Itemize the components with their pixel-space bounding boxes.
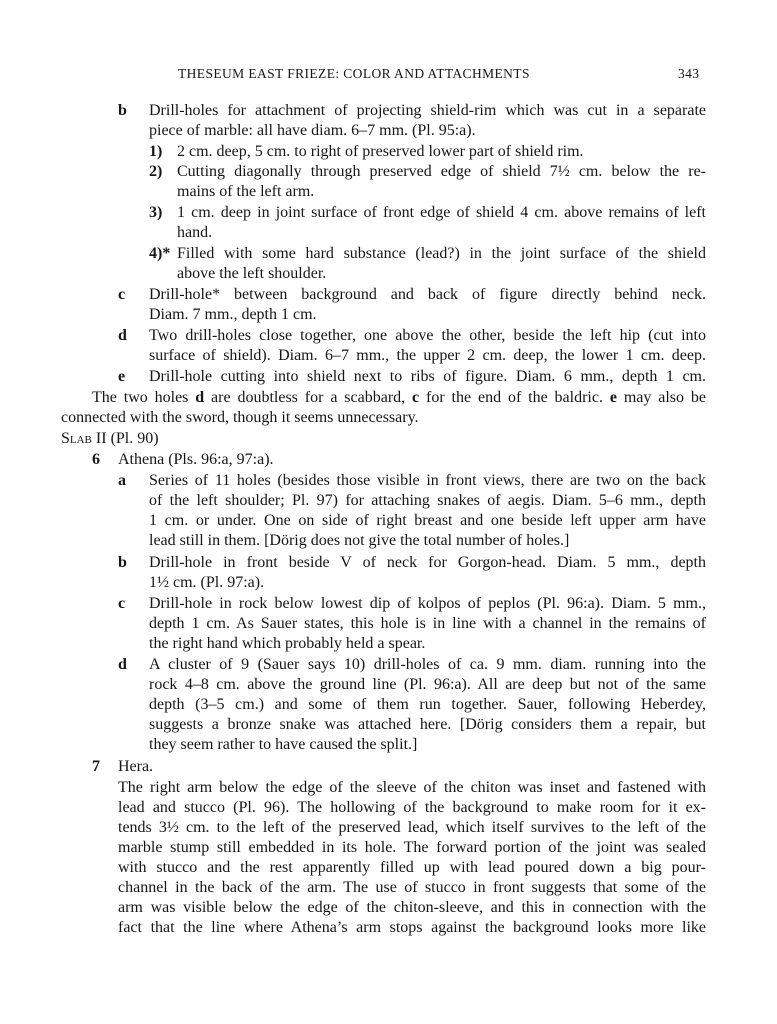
item-label: d (118, 327, 127, 344)
entry-number: 7 (92, 758, 100, 775)
text-line: Filled with some hard substance (lead?) in the joint surface of the shield (177, 245, 706, 262)
text-line: Diam. 7 mm., depth 1 cm. (149, 306, 317, 323)
item-label: b (118, 554, 127, 571)
text-line: Drill-holes for attachment of projecting shield-rim which was cut in a separate (149, 102, 706, 119)
item-label: b (118, 102, 127, 119)
text-line: fact that the line where Athena’s arm stops against the background looks more like (118, 919, 706, 936)
text-line: Drill-hole* between background and back of figure directly behind neck. (149, 286, 706, 303)
text-line: lead still in them. [Dörig does not give the total number of holes.] (149, 532, 570, 549)
subitem-label: 2) (149, 163, 163, 180)
text-line: 1½ cm. (Pl. 97:a). (149, 574, 265, 591)
text-line: the right hand which probably held a spear. (149, 635, 426, 652)
text-line: Drill-hole in front beside V of neck for Gorgon-head. Diam. 5 mm., depth (149, 554, 706, 571)
page-number: 343 (678, 66, 700, 81)
text-line: Drill-hole cutting into shield next to ribs of figure. Diam. 6 mm., depth 1 cm. (149, 368, 706, 385)
entry-number: 6 (92, 451, 100, 468)
text-line: marble stump still embedded in its hole. The forward portion of the joint was sealed (118, 839, 706, 856)
text-line: of the left shoulder; Pl. 97) for attaching snakes of aegis. Diam. 5–6 mm., depth (149, 492, 706, 509)
text-line: 2 cm. deep, 5 cm. to right of preserved lower part of shield rim. (177, 143, 584, 160)
text-line: depth 1 cm. As Sauer states, this hole is in line with a channel in the remains of (149, 615, 706, 632)
note-paragraph-line: The two holes d are doubtless for a scabbard, c for the end of the baldric. e may also be (92, 389, 707, 406)
text-line: The right arm below the edge of the sleeve of the chiton was inset and fastened with (118, 779, 706, 796)
text-line: mains of the left arm. (177, 183, 315, 200)
text-line: arm was visible below the edge of the chiton-sleeve, and this in connection with the (118, 899, 706, 916)
text-line: channel in the back of the arm. The use of stucco in front suggests that some of the (118, 879, 706, 896)
text-line: 1 cm. or under. One on side of right breast and one beside left upper arm have (149, 512, 706, 529)
text-line: depth (3–5 cm.) and some of them run together. Sauer, following Heberdey, (149, 696, 706, 713)
text-line: tends 3½ cm. to the left of the preserved lead, which itself survives to the left of the (118, 819, 706, 836)
text-line: connected with the sword, though it seems unnecessary. (61, 409, 419, 426)
text-line: surface of shield). Diam. 6–7 mm., the upper 2 cm. deep, the lower 1 cm. deep. (149, 347, 706, 364)
text-line: hand. (177, 224, 213, 241)
subitem-label: 3) (149, 204, 163, 221)
text-line: Two drill-holes close together, one above the other, beside the left hip (cut into (149, 327, 706, 344)
text-line: A cluster of 9 (Sauer says 10) drill-holes of ca. 9 mm. diam. running into the (149, 656, 706, 673)
text-line: with stucco and the rest apparently filled up with lead poured down a big pour- (118, 859, 706, 876)
subitem-label: 4)* (149, 245, 171, 262)
text-line: Drill-hole in rock below lowest dip of kolpos of peplos (Pl. 96:a). Diam. 5 mm., (149, 595, 706, 612)
text-line: above the left shoulder. (177, 265, 327, 282)
text-line: rock 4–8 cm. above the ground line (Pl. 96:a). All are deep but not of the same (149, 676, 706, 693)
item-label: c (118, 286, 126, 303)
text-line: piece of marble: all have diam. 6–7 mm. (Pl. 95:a). (149, 122, 476, 139)
subitem-label: 1) (149, 143, 163, 160)
text-line: Cutting diagonally through preserved edge of shield 7½ cm. below the re- (177, 163, 706, 180)
item-label: d (118, 656, 127, 673)
item-label: e (118, 368, 126, 385)
item-label: a (118, 472, 126, 489)
text-line: suggests a bronze snake was attached here. [Dörig considers them a repair, but (149, 716, 706, 733)
text-line: they seem rather to have caused the split.] (149, 736, 418, 753)
item-label: c (118, 595, 126, 612)
entry-title: Hera. (118, 758, 154, 775)
text-line: lead and stucco (Pl. 96). The hollowing of the background to make room for it ex- (118, 799, 706, 816)
text-line: Series of 11 holes (besides those visible in front views, there are two on the back (149, 472, 706, 489)
entry-title: Athena (Pls. 96:a, 97:a). (118, 451, 274, 468)
slab-heading: Slab II (Pl. 90) (61, 430, 159, 447)
text-line: 1 cm. deep in joint surface of front edge of shield 4 cm. above remains of left (177, 204, 706, 221)
running-title: THESEUM EAST FRIEZE: COLOR AND ATTACHMENTS (178, 66, 530, 81)
